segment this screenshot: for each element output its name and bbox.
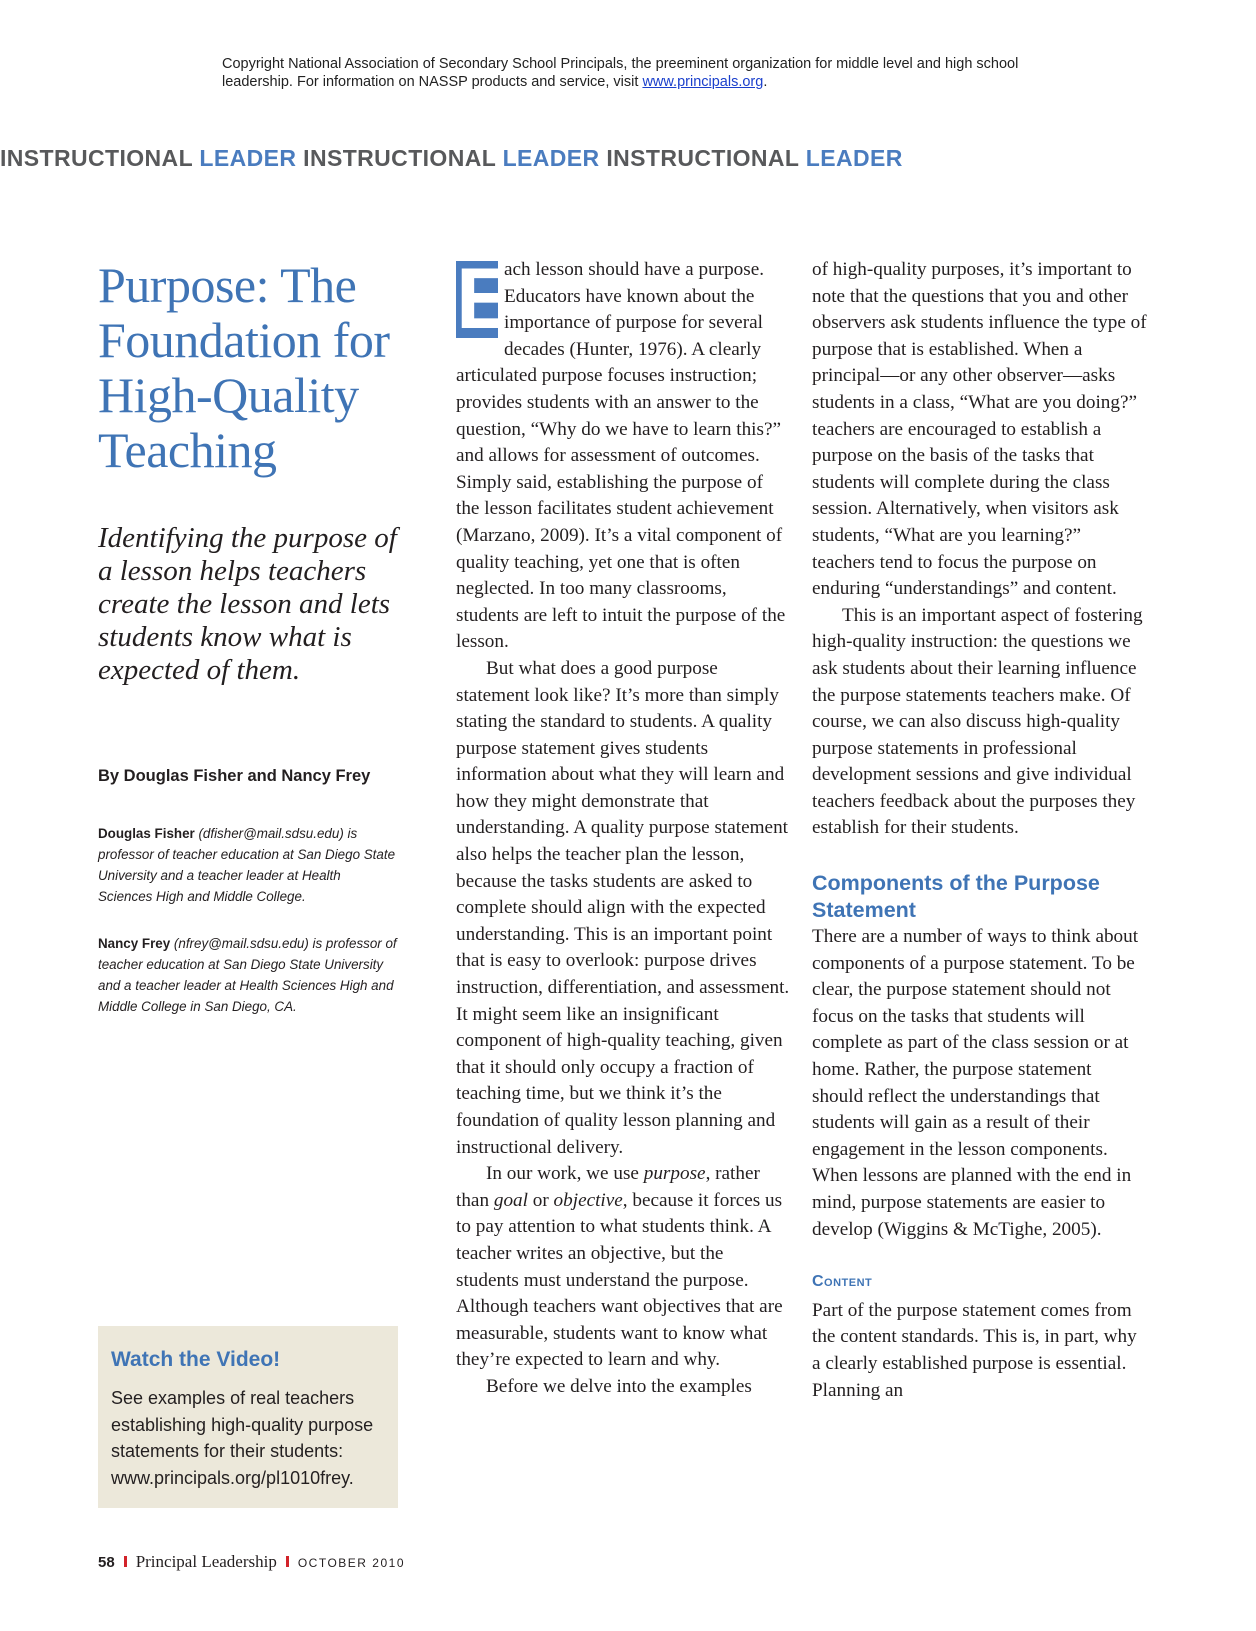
author-bio-text: (dfisher@mail.sdsu.edu) is professor of teacher education at San Diego State University and a teacher leader at Health Sciences High and Middle College.	[98, 826, 396, 904]
footer-separator	[286, 1556, 289, 1567]
article-deck: Identifying the purpose of a lesson helps teachers create the lesson and lets students know what is expected of them.	[98, 522, 397, 686]
author-bio-text: (nfrey@mail.sdsu.edu) is professor of teacher education at San Diego State University and a teacher leader at Health Sciences High and Middle College in San Diego, CA.	[98, 936, 397, 1014]
paragraph-text: ach lesson should have a purpose. Educators have known about the importance of purpose for several decades (Hunter, 1976). A clearly articulated purpose focuses instruction; provides students with an answer to the question, “Why do we have to learn this?” and allows for assessment of outcomes. Simply said, establishing the purpose of the lesson facilitates student achievement (Marzano, 2009). It’s a vital component of quality teaching, yet one that is often neglected. In too many classrooms, students are left to intuit the purpose of the lesson.	[456, 259, 786, 653]
author-name: Douglas Fisher	[98, 826, 195, 841]
text-run: or	[527, 1189, 554, 1211]
italic-term: objective	[553, 1189, 623, 1211]
footer-separator	[124, 1556, 127, 1567]
section-smallhead: Content	[812, 1273, 873, 1291]
body-paragraph: Part of the purpose statement comes from the content standards. This is, in part, why a clearly established purpose is essential. Planning an	[812, 1299, 1137, 1401]
byline: By Douglas Fisher and Nancy Frey	[98, 767, 371, 785]
author-bio-fisher	[98, 823, 398, 907]
banner-word: INSTRUCTIONAL	[606, 145, 799, 171]
section-banner	[0, 145, 903, 172]
banner-word: LEADER	[805, 145, 903, 171]
text-run: , rather than	[456, 1163, 760, 1211]
body-column-2	[812, 257, 1147, 1404]
video-text: See examples of real teachers establishing high-quality purpose statements for their students: www.principals.org/pl1010frey.	[111, 1388, 374, 1488]
article-title: Purpose: The Foundation for High-Quality Teaching	[98, 257, 390, 478]
banner-word: LEADER	[199, 145, 297, 171]
video-heading: Watch the Video!	[111, 1348, 281, 1371]
text-run: , because it forces us to pay attention to what students think. A teacher writes an objective, but the students must understand the purpose. Although teachers want objectives that are measurable, students want to know what they’re expected to learn and why.	[456, 1189, 783, 1371]
principals-link[interactable]: www.principals.org	[642, 74, 764, 90]
page-footer	[98, 1552, 405, 1572]
section-subhead: Components of the Purpose Statement	[812, 871, 1100, 923]
video-sidebar	[98, 1326, 398, 1508]
author-bio-frey	[98, 933, 398, 1017]
author-name: Nancy Frey	[98, 936, 171, 951]
copyright-end: .	[763, 74, 768, 90]
body-paragraph	[456, 251, 791, 656]
body-paragraph: of high-quality purposes, it’s important to note that the questions that you and other observers ask students influence the type of purpose that is established. When a principal—or any other observer—asks students in a class, “What are you doing?” teachers are encouraged to establish a purpose on the basis of the tasks that students will complete during the class session. Alternatively, when visitors ask students, “What are you learning?” teachers tend to focus the purpose on enduring “understandings” and content.	[812, 259, 1147, 600]
text-run: In our work, we use	[486, 1163, 644, 1185]
page-number: 58	[98, 1554, 115, 1571]
body-paragraph	[456, 1161, 791, 1374]
issue-date: OCTOBER 2010	[297, 1556, 405, 1570]
drop-cap: E	[456, 251, 514, 347]
copyright-text: Copyright National Association of Secondary School Principals, the preeminent organization for middle level and high school leadership. For information on NASSP products and service, visit	[222, 56, 1019, 90]
banner-word: INSTRUCTIONAL	[0, 145, 193, 171]
italic-term: purpose	[643, 1163, 706, 1185]
italic-term: goal	[493, 1189, 528, 1211]
body-paragraph: Before we delve into the examples	[486, 1375, 752, 1397]
body-paragraph: There are a number of ways to think about components of a purpose statement. To be clear, the purpose statement should not focus on the tasks that students will complete as part of the class session or at home. Rather, the purpose statement should reflect the understandings that students will gain as a result of their engagement in the lesson components. When lessons are planned with the end in mind, purpose statements are easier to develop (Wiggins & McTighe, 2005).	[812, 926, 1139, 1240]
banner-word: LEADER	[502, 145, 600, 171]
body-column-1	[456, 251, 791, 1401]
body-paragraph: But what does a good purpose statement look like? It’s more than simply stating the standard to students. A quality purpose statement gives students information about what they will learn and how they might demonstrate that understanding. A quality purpose statement also helps the teacher plan the lesson, because the tasks students are asked to complete should align with the expected understanding. This is an important point that is easy to overlook: purpose drives instruction, differentiation, and assessment. It might seem like an insignificant component of high-quality teaching, given that it should only occupy a fraction of teaching time, but we think it’s the foundation of quality lesson planning and instructional delivery.	[456, 657, 790, 1158]
body-paragraph: This is an important aspect of fostering high-quality instruction: the questions we ask students about their learning influence the purpose statements teachers make. Of course, we can also discuss high-quality purpose statements in professional development sessions and give individual teachers feedback about the purposes they establish for their students.	[812, 604, 1143, 839]
copyright-notice	[222, 55, 1082, 91]
magazine-name: Principal Leadership	[135, 1552, 277, 1571]
banner-word: INSTRUCTIONAL	[303, 145, 496, 171]
